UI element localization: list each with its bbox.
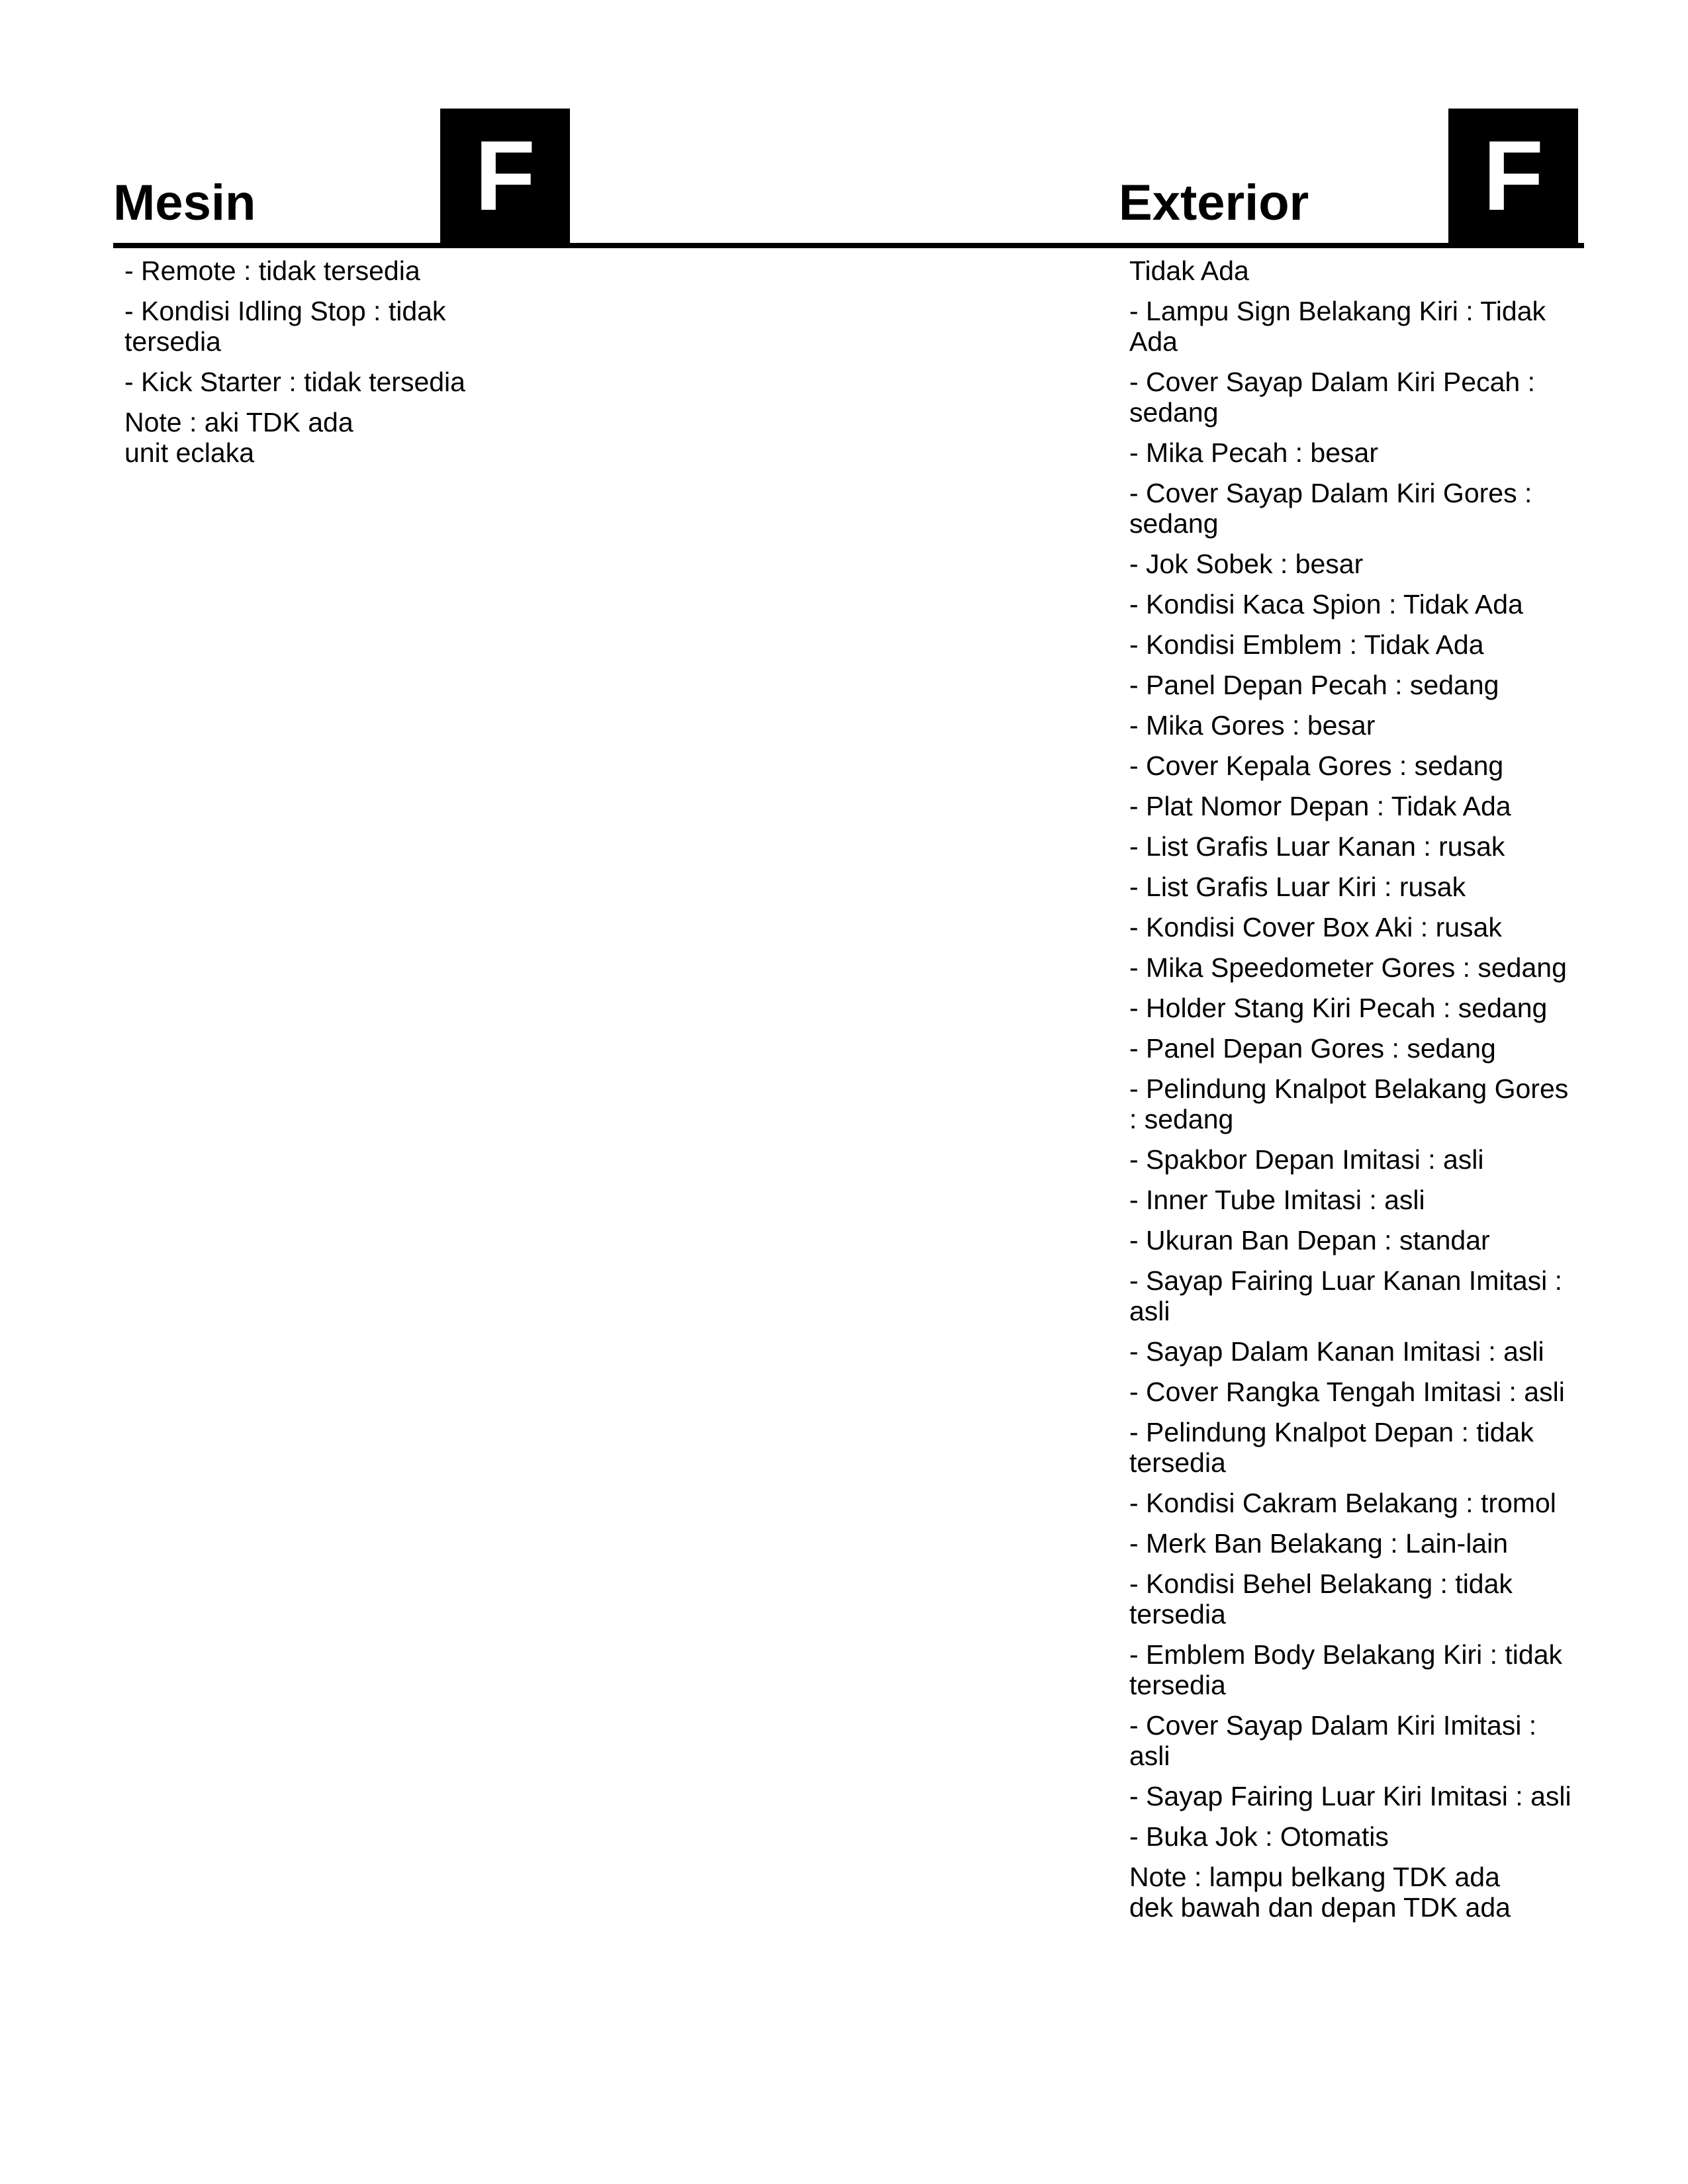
- list-item: - Cover Sayap Dalam Kiri Pecah : sedang: [1129, 367, 1535, 428]
- list-item: Tidak Ada: [1129, 255, 1249, 286]
- mesin-note: Note : aki TDK ada unit eclaka: [124, 407, 353, 468]
- list-item: - Plat Nomor Depan : Tidak Ada: [1129, 791, 1511, 821]
- list-item: - Kick Starter : tidak tersedia: [124, 367, 465, 397]
- list-item: - Kondisi Kaca Spion : Tidak Ada: [1129, 589, 1523, 619]
- list-item: - Cover Kepala Gores : sedang: [1129, 751, 1504, 781]
- list-item: - Kondisi Emblem : Tidak Ada: [1129, 629, 1484, 660]
- list-item: - Sayap Dalam Kanan Imitasi : asli: [1129, 1336, 1544, 1367]
- list-item: - Kondisi Idling Stop : tidak tersedia: [124, 296, 446, 357]
- list-item: - Remote : tidak tersedia: [124, 255, 420, 286]
- list-item: - Kondisi Cakram Belakang : tromol: [1129, 1488, 1556, 1518]
- list-item: - Mika Speedometer Gores : sedang: [1129, 952, 1567, 983]
- list-item: - Mika Gores : besar: [1129, 710, 1376, 741]
- exterior-item-list: [1129, 255, 1571, 1933]
- list-item: - Panel Depan Gores : sedang: [1129, 1033, 1496, 1064]
- list-item: - Lampu Sign Belakang Kiri : Tidak Ada: [1129, 296, 1546, 357]
- list-item: - Pelindung Knalpot Depan : tidak tersedia: [1129, 1417, 1534, 1478]
- list-item: - Buka Jok : Otomatis: [1129, 1821, 1389, 1852]
- list-item: - Cover Sayap Dalam Kiri Imitasi : asli: [1129, 1710, 1537, 1771]
- list-item: - Inner Tube Imitasi : asli: [1129, 1185, 1425, 1215]
- list-item: - Spakbor Depan Imitasi : asli: [1129, 1144, 1484, 1175]
- list-item: - List Grafis Luar Kiri : rusak: [1129, 872, 1466, 902]
- list-item: - Cover Sayap Dalam Kiri Gores : sedang: [1129, 478, 1532, 539]
- list-item: - Panel Depan Pecah : sedang: [1129, 670, 1499, 700]
- list-item: - Kondisi Behel Belakang : tidak tersedia: [1129, 1569, 1513, 1629]
- list-item: - List Grafis Luar Kanan : rusak: [1129, 831, 1505, 862]
- section-title-mesin: Mesin: [113, 175, 256, 231]
- mesin-item-list: [124, 255, 495, 478]
- list-item: - Emblem Body Belakang Kiri : tidak tersedia: [1129, 1639, 1562, 1700]
- list-item: - Mika Pecah : besar: [1129, 437, 1378, 468]
- list-item: - Jok Sobek : besar: [1129, 549, 1364, 579]
- section-title-exterior: Exterior: [1119, 175, 1309, 231]
- grade-badge-mesin: F: [440, 109, 570, 245]
- grade-badge-exterior: F: [1448, 109, 1578, 245]
- list-item: - Kondisi Cover Box Aki : rusak: [1129, 912, 1502, 942]
- list-item: - Ukuran Ban Depan : standar: [1129, 1225, 1490, 1255]
- list-item: - Cover Rangka Tengah Imitasi : asli: [1129, 1377, 1565, 1407]
- section-divider-rule: [113, 243, 1584, 248]
- list-item: - Merk Ban Belakang : Lain-lain: [1129, 1528, 1509, 1559]
- exterior-note: Note : lampu belkang TDK ada dek bawah dan depan TDK ada: [1129, 1862, 1511, 1923]
- list-item: - Pelindung Knalpot Belakang Gores : sedang: [1129, 1073, 1569, 1134]
- list-item: - Sayap Fairing Luar Kanan Imitasi : asli: [1129, 1265, 1563, 1326]
- list-item: - Holder Stang Kiri Pecah : sedang: [1129, 993, 1548, 1023]
- list-item: - Sayap Fairing Luar Kiri Imitasi : asli: [1129, 1781, 1571, 1811]
